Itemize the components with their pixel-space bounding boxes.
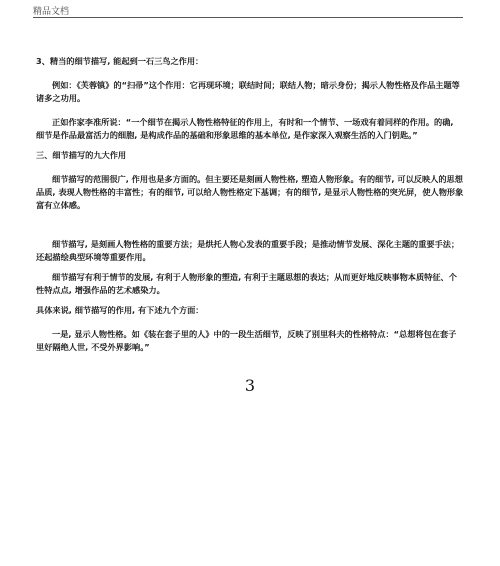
paragraph-benefit: 细节描写有利于情节的发展, 有利于人物形象的塑造, 有利于主题思想的表达；从而更好地反映事物本质特征、个性特点点, 增强作品的艺术感染力。 — [36, 272, 457, 295]
header-rule — [33, 17, 463, 18]
page-number: 3 — [244, 376, 256, 395]
header-label: 精品文档 — [33, 7, 70, 17]
paragraph-list-intro: 具体来说, 细节描写的作用, 有下述九个方面： — [36, 305, 204, 315]
paragraph-quote: 正如作家李准所说：“一个细节在揭示人物性格特征的作用上，有时和一个情节、一场戏有着同样的作用。的确, 细节是作品最富活力的细胞, 是构成作品的基础和形象思维的基本单位, 是作家深入观察生活的入门钥匙。” — [36, 117, 454, 140]
paragraph-example: 例如：《芙蓉镇》的“扫帚”这个作用：它再现环境；联结时间；联结人物；暗示身份；揭示人物性格及作品主题等诸多之功用。 — [36, 80, 460, 103]
document-body — [36, 55, 464, 354]
paragraph-method: 细节描写, 是刻画人物性格的重要方法；是烘托人物心发表的重要手段；是推动情节发展、深化主题的重要手法；还起描绘典型环境等重要作用。 — [36, 239, 460, 262]
paragraph-item-1: 一是, 显示人物性格。如《装在套子里的人》中的一段生活细节，反映了别里科夫的性格特点：“总想将包在套子里好隔绝人世, 不受外界影响。” — [36, 329, 457, 352]
paragraph-heading-3: 3、精当的细节描写, 能起到一石三鸟之作用： — [36, 56, 204, 66]
section-heading: 三、细节描写的九大作用 — [36, 150, 127, 160]
paragraph-scope: 细节描写的范围很广, 作用也是多方面的。但主要还是刻画人物性格, 塑造人物形象。有的细节, 可以反映人的思想品质, 表现人物性格的丰富性；有的细节, 可以给人物性格定下基调；有的细节, 是显示人物性格的突光屏，使人物形象富有立体感。 — [36, 174, 464, 210]
